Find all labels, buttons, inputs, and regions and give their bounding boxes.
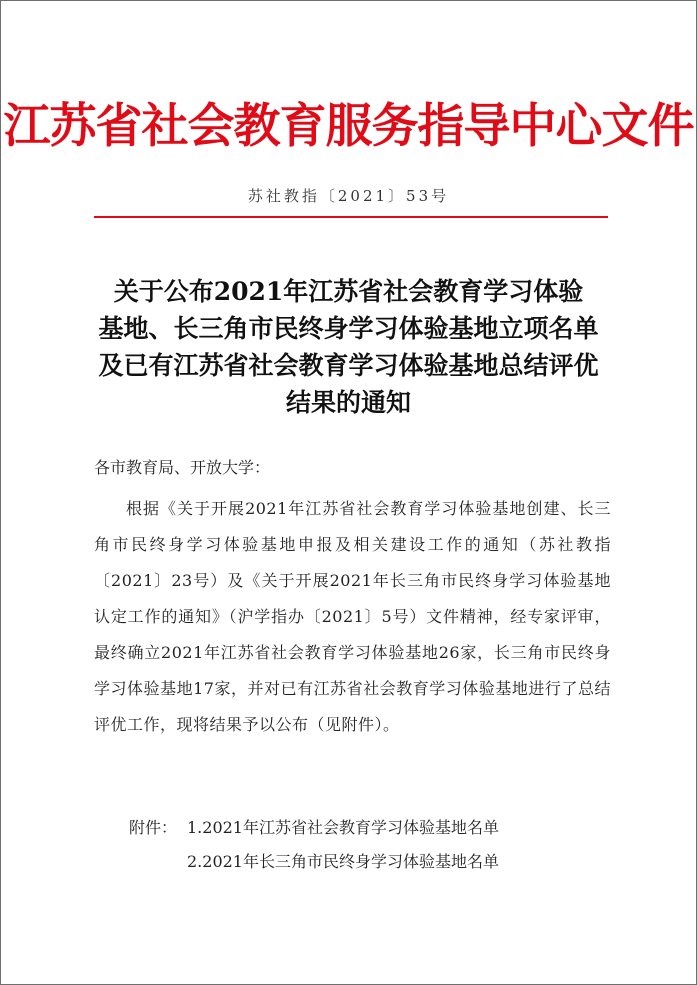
attachments-label: 附件：	[129, 818, 178, 837]
attachment-item: 1.2021年江苏省社会教育学习体验基地名单	[187, 818, 499, 837]
notice-title-line: 及已有江苏省社会教育学习体验基地总结评优	[98, 351, 599, 380]
document-number: 苏社教指〔2021〕53号	[247, 187, 450, 205]
notice-title	[90, 273, 607, 421]
notice-title-line: 关于公布2021年江苏省社会教育学习体验	[113, 277, 584, 306]
attachments-section	[94, 811, 611, 879]
salutation: 各市教育局、开放大学：	[94, 458, 271, 477]
body-paragraph: 根据《关于开展2021年江苏省社会教育学习体验基地创建、长三角市民终身学习体验基地申报及相关建设工作的通知（苏社教指〔2021〕23号）及《关于开展2021年长三角市民终身学习体验基地认定工作的通知》（沪学指办〔2021〕5号）文件精神，经专家评审，最终确立2021年江苏省社会教育学习体验基地26家，长三角市民终身学习体验基地17家，并对已有江苏省社会教育学习体验基地进行了总结评优工作，现将结果予以公布（见附件）。	[94, 499, 611, 734]
attachment-row	[94, 811, 611, 845]
notice-title-line: 基地、长三角市民终身学习体验基地立项名单	[98, 314, 599, 343]
issuer-title: 江苏省社会教育服务指导中心文件	[3, 99, 694, 154]
red-divider-line	[94, 216, 608, 218]
attachment-row	[94, 845, 611, 879]
attachment-item: 2.2021年长三角市民终身学习体验基地名单	[187, 852, 499, 871]
notice-title-line: 结果的通知	[285, 388, 411, 417]
